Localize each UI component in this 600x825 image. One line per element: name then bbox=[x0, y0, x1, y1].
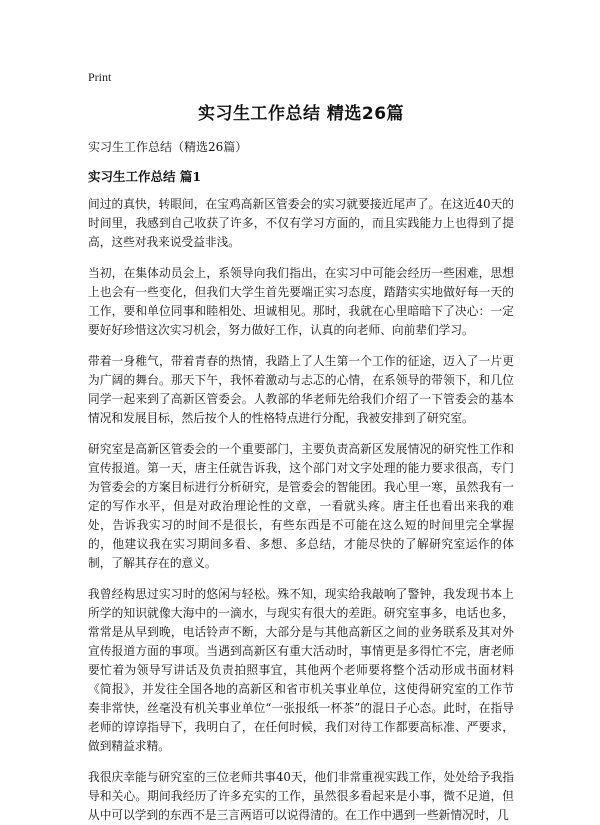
paragraph-1: 间过的真快，转眼间，在宝鸡高新区管委会的实习就要接近尾声了。在这近40天的时间里，我感到自己收获了许多，不仅有学习方面的，而且实践能力上也得到了提高，这些对我来说受益非浅。 bbox=[88, 197, 514, 249]
document-title: 实习生工作总结 精选26篇 bbox=[197, 104, 405, 124]
paragraph-6: 我很庆幸能与研究室的三位老师共事40天，他们非常重视实践工作，处处给予我指导和关心。期间我经历了许多充实的工作，虽然很多看起来是小事，微不足道，但从中可以学到的东西不是三言两语可以说得清的。在工作中遇到一些新情况时，几 bbox=[88, 770, 514, 822]
document-subtitle: 实习生工作总结（精选26篇） bbox=[88, 140, 248, 154]
print-label: Print bbox=[88, 70, 112, 84]
paragraph-3: 带着一身稚气，带着青春的热情，我踏上了人生第一个工作的征途，迈入了一片更为广阔的舞台。那天下午，我怀着激动与忐忑的心情，在系领导的带领下，和几位同学一起来到了高新区管委会。人教部的华老师先给我们介绍了一下管委会的基本情况和发展目标，然后按个人的性格特点进行分配，我被安排到了研究室。 bbox=[88, 354, 514, 425]
paragraph-4: 研究室是高新区管委会的一个重要部门，主要负责高新区发展情况的研究性工作和宣传报道。第一天，唐主任就告诉我，这个部门对文字处理的能力要求很高，专门为管委会的方案目标进行分析研究，是管委会的智能团。我心里一寒，虽然我有一定的写作水平，但是对政治理论性的文章，一看就头疼。唐主任也看出来我的难处，告诉我实习的时间不是很长，有些东西是不可能在这么短的时间里完全掌握的，他建议我在实习期间多看、多想、多总结，才能尽快的了解研究室运作的体制，了解其存在的意义。 bbox=[88, 442, 514, 570]
paragraph-5: 我曾经构思过实习时的悠闲与轻松。殊不知，现实给我敲响了警钟，我发现书本上所学的知识就像大海中的一滴水，与现实有很大的差距。研究室事多，电话也多，常常是从早到晚，电话铃声不断，大部分是与其他高新区之间的业务联系及其对外宣传报道方面的事项。当遇到高新区有重大活动时，事情更是多得忙不完，唐老师要忙着为领导写讲话及负责拍照事宜，其他两个老师要将整个活动形成书面材料《简报》，并发往全国各地的高新区和省市机关事业单位，这使得研究室的工作节奏非常快，丝毫没有机关事业单位“一张报纸一杯茶”的混日子心态。此时，在指导老师的谆谆指导下，我明白了，在任何时候，我们对待工作都要高标准、严要求，做到精益求精。 bbox=[88, 587, 514, 753]
paragraph-2: 当初，在集体动员会上，系领导向我们指出，在实习中可能会经历一些困难，思想上也会有一些变化，但我们大学生首先要端正实习态度，踏踏实实地做好每一天的工作，要和单位同事和睦相处、坦诚相见。那时，我就在心里暗暗下了决心：一定要好好珍惜这次实习机会，努力做好工作，认真的向老师、向前辈们学习。 bbox=[88, 266, 514, 337]
section-heading: 实习生工作总结 篇1 bbox=[88, 169, 202, 184]
